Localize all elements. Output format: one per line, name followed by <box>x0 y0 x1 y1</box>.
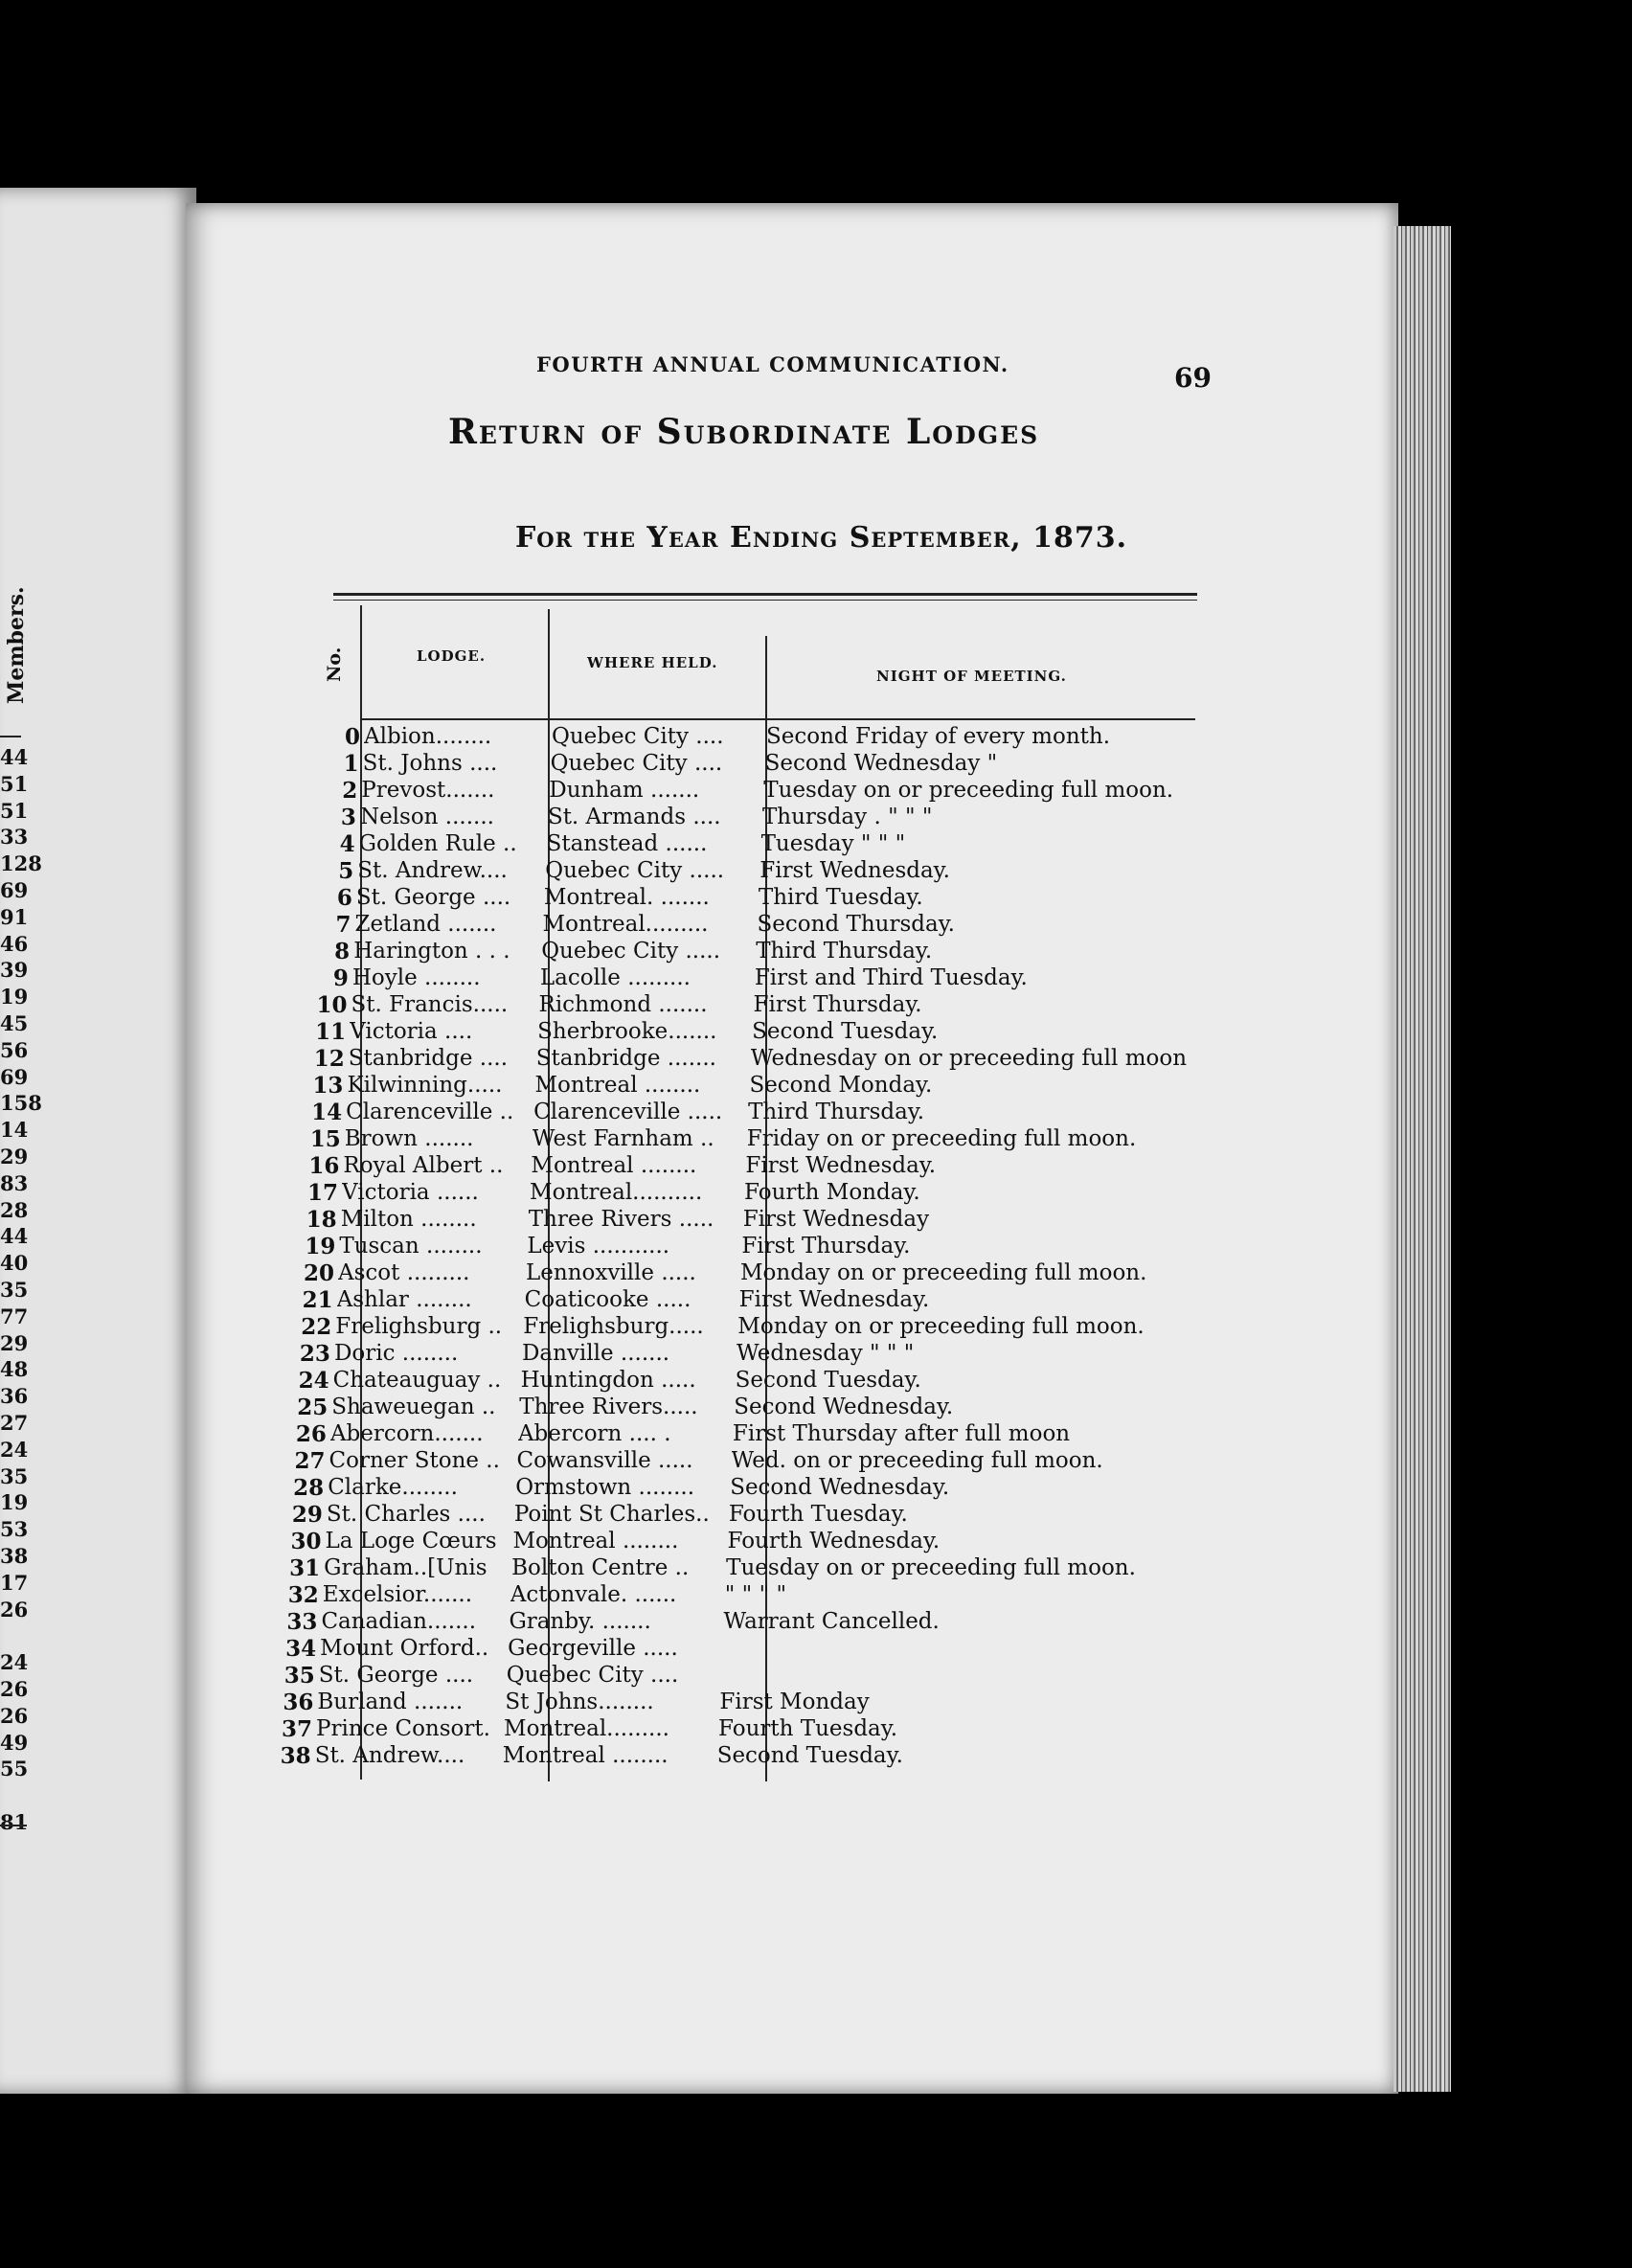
lodge-name: Stanbridge .... <box>348 1046 509 1071</box>
row-number: 35 <box>283 1663 315 1689</box>
lodge-name: Clarke........ <box>328 1475 458 1500</box>
row-number: 3 <box>340 805 356 830</box>
row-number: 20 <box>303 1260 334 1286</box>
row-number: 34 <box>285 1636 317 1662</box>
where-held: Quebec City ..... <box>541 939 721 964</box>
night-of-meeting: Wed. on or preceeding full moon. <box>731 1448 1103 1473</box>
row-number: 28 <box>293 1475 325 1501</box>
lodge-name: Albion........ <box>364 724 492 749</box>
night-of-meeting: Thursday . " " " <box>761 805 933 829</box>
header-rule <box>362 718 1195 720</box>
where-held: Quebec City ..... <box>545 858 725 883</box>
column-header-where-held: WHERE HELD. <box>587 654 718 671</box>
where-held: Lennoxville ..... <box>526 1260 696 1285</box>
night-of-meeting: First Monday <box>719 1690 870 1714</box>
night-of-meeting: Tuesday on or preceeding full moon. <box>726 1555 1136 1580</box>
facing-page-member-count: 35 <box>0 1278 29 1302</box>
lodge-name: St. Charles .... <box>326 1502 486 1527</box>
page-title: Return of Subordinate Lodges <box>448 412 1040 452</box>
night-of-meeting: Third Tuesday. <box>758 885 923 910</box>
where-held: Stanstead ...... <box>546 831 708 856</box>
row-number: 9 <box>332 965 349 991</box>
facing-page-member-count: 69 <box>0 878 29 902</box>
facing-page-member-count: 28 <box>0 1197 29 1222</box>
night-of-meeting: Friday on or preceeding full moon. <box>746 1126 1137 1151</box>
facing-page-member-count: 36 <box>0 1384 29 1409</box>
where-held: Coaticooke ..... <box>524 1287 691 1312</box>
where-held: Montreal......... <box>504 1716 669 1741</box>
night-of-meeting: Second Wednesday. <box>734 1395 954 1419</box>
lodge-name: Royal Albert .. <box>343 1153 504 1178</box>
lodge-name: La Loge Cœurs <box>325 1529 497 1554</box>
night-of-meeting: " " " " <box>724 1582 787 1607</box>
facing-page-member-count: 45 <box>0 1011 29 1035</box>
night-of-meeting: Warrant Cancelled. <box>723 1609 940 1634</box>
facing-page-member-count: 49 <box>0 1730 29 1755</box>
facing-page-member-count: 19 <box>0 1490 29 1515</box>
lodge-name: Prince Consort. <box>316 1716 490 1741</box>
row-number: 12 <box>313 1046 345 1072</box>
where-held: Abercorn .... . <box>517 1421 671 1446</box>
night-of-meeting: Third Thursday. <box>748 1100 925 1124</box>
facing-page-member-count: 44 <box>0 1224 29 1249</box>
facing-page-member-count: 35 <box>0 1463 29 1488</box>
column-header-night-of-meeting: NIGHT OF MEETING. <box>876 668 1067 685</box>
where-held: St Johns........ <box>505 1690 654 1714</box>
where-held: Montreal ........ <box>512 1529 679 1554</box>
facing-page-members-header: Members. <box>4 586 29 704</box>
lodge-name: Abercorn....... <box>329 1421 484 1446</box>
night-of-meeting: Fourth Monday. <box>744 1180 920 1205</box>
where-held: Montreal......... <box>542 912 709 937</box>
column-header-no: No. <box>324 646 345 682</box>
facing-page-total-rule <box>0 1825 27 1826</box>
page-edges <box>1394 226 1451 2092</box>
where-held: Quebec City .... <box>552 724 724 749</box>
night-of-meeting: First Thursday. <box>741 1234 911 1259</box>
night-of-meeting: Wednesday on or preceeding full moon <box>750 1046 1188 1071</box>
facing-page-member-count: 40 <box>0 1251 29 1276</box>
night-of-meeting: First Thursday. <box>753 992 922 1017</box>
where-held: West Farnham .. <box>532 1126 714 1151</box>
row-number: 6 <box>336 885 352 911</box>
facing-page-member-count: 51 <box>0 798 29 823</box>
row-number: 21 <box>302 1287 333 1313</box>
top-rule-thick <box>333 593 1197 596</box>
facing-page-member-count: 158 <box>0 1091 42 1116</box>
row-number: 32 <box>287 1582 319 1608</box>
facing-page-member-count: 81 <box>0 1810 29 1834</box>
facing-page-member-count: 14 <box>0 1118 29 1143</box>
facing-page-member-count: 17 <box>0 1570 29 1595</box>
where-held: Georgeville ..... <box>508 1636 678 1661</box>
where-held: Three Rivers..... <box>519 1395 698 1419</box>
row-number: 27 <box>294 1448 326 1474</box>
row-number: 24 <box>298 1368 329 1394</box>
row-number: 10 <box>316 992 348 1018</box>
row-number: 19 <box>305 1234 336 1259</box>
facing-page-member-count: 26 <box>0 1677 29 1701</box>
night-of-meeting: Tuesday on or preceeding full moon. <box>763 778 1174 803</box>
where-held: Huntingdon ..... <box>520 1368 696 1393</box>
night-of-meeting: Second Wednesday. <box>730 1475 950 1500</box>
facing-page-member-count: 69 <box>0 1064 29 1089</box>
night-of-meeting: First Wednesday. <box>738 1287 930 1312</box>
running-head: FOURTH ANNUAL COMMUNICATION. <box>536 352 1009 376</box>
night-of-meeting: First and Third Tuesday. <box>754 965 1028 990</box>
facing-page-member-count: 56 <box>0 1037 29 1062</box>
facing-page-header-rule <box>0 736 21 737</box>
night-of-meeting: Tuesday " " " <box>760 831 906 856</box>
row-number: 13 <box>312 1073 344 1099</box>
night-of-meeting: Fourth Wednesday. <box>727 1529 941 1554</box>
night-of-meeting: Wednesday " " " <box>736 1341 915 1366</box>
lodge-name: Tuscan ........ <box>339 1234 483 1259</box>
night-of-meeting: Second Tuesday. <box>752 1019 939 1044</box>
facing-page-member-count: 77 <box>0 1304 29 1328</box>
night-of-meeting: Second Thursday. <box>757 912 955 937</box>
lodge-name: Ashlar ........ <box>336 1287 472 1312</box>
where-held: Montreal ........ <box>502 1743 669 1768</box>
row-number: 7 <box>335 912 351 938</box>
lodge-name: Doric ........ <box>333 1341 459 1366</box>
row-number: 38 <box>280 1743 311 1769</box>
night-of-meeting: Second Tuesday. <box>716 1743 903 1768</box>
where-held: Granby. ....... <box>509 1609 651 1634</box>
lodge-name: St. Andrew.... <box>357 858 508 883</box>
lodge-name: Shaweuegan .. <box>331 1395 496 1419</box>
lodge-name: Kilwinning..... <box>347 1073 503 1098</box>
where-held: Danville ....... <box>521 1341 670 1366</box>
lodge-name: Victoria ...... <box>342 1180 479 1205</box>
night-of-meeting: First Thursday after full moon <box>732 1421 1071 1446</box>
where-held: Ormstown ........ <box>515 1475 695 1500</box>
row-number: 25 <box>297 1395 329 1420</box>
where-held: Montreal. ....... <box>543 885 710 910</box>
lodge-name: Victoria .... <box>350 1019 473 1044</box>
facing-page-member-count: 53 <box>0 1517 29 1542</box>
facing-page-member-count: 24 <box>0 1650 29 1675</box>
night-of-meeting: Second Monday. <box>749 1073 933 1098</box>
facing-page-member-count: 39 <box>0 958 29 983</box>
facing-page-member-count: 46 <box>0 931 29 956</box>
where-held: St. Armands .... <box>547 805 721 829</box>
night-of-meeting: Second Wednesday " <box>764 751 998 776</box>
facing-page-member-count: 38 <box>0 1544 29 1568</box>
row-number: 18 <box>306 1207 337 1233</box>
night-of-meeting: First Wednesday. <box>759 858 950 883</box>
row-number: 15 <box>309 1126 341 1152</box>
row-number: 8 <box>334 939 351 964</box>
facing-page-member-count: 29 <box>0 1145 29 1168</box>
lodge-name: St. George .... <box>318 1663 474 1688</box>
lodge-name: Chateauguay .. <box>332 1368 502 1393</box>
row-number: 11 <box>315 1019 347 1045</box>
facing-page-member-count: 44 <box>0 745 29 769</box>
lodge-name: St. Francis..... <box>351 992 509 1017</box>
row-number: 16 <box>308 1153 340 1179</box>
where-held: Montreal ........ <box>531 1153 697 1178</box>
facing-page-member-count: 24 <box>0 1437 29 1462</box>
night-of-meeting: Fourth Tuesday. <box>728 1502 908 1527</box>
where-held: Levis ........... <box>527 1234 670 1259</box>
night-of-meeting: Fourth Tuesday. <box>718 1716 898 1741</box>
night-of-meeting: Second Tuesday. <box>735 1368 921 1393</box>
facing-page-member-count: 26 <box>0 1597 29 1622</box>
facing-page-member-count: 27 <box>0 1411 29 1435</box>
lodge-name: Excelsior....... <box>322 1582 473 1607</box>
column-header-lodge: LODGE. <box>417 647 487 665</box>
lodge-name: St. Andrew.... <box>314 1743 465 1768</box>
row-number: 0 <box>344 724 360 750</box>
row-number: 36 <box>283 1690 314 1715</box>
facing-page-member-count: 19 <box>0 985 29 1009</box>
lodge-name: Prevost....... <box>361 778 495 803</box>
row-number: 31 <box>289 1555 321 1581</box>
lodge-name: Brown ....... <box>344 1126 474 1151</box>
where-held: Sherbrooke....... <box>537 1019 717 1044</box>
where-held: Cowansville ..... <box>516 1448 693 1473</box>
lodge-name: Canadian....... <box>321 1609 477 1634</box>
facing-page-member-count: 55 <box>0 1757 29 1781</box>
row-number: 17 <box>307 1180 339 1206</box>
row-number: 4 <box>339 831 355 857</box>
row-number: 26 <box>295 1421 327 1447</box>
where-held: Frelighsburg..... <box>523 1314 704 1339</box>
top-rule-thin <box>333 600 1197 601</box>
where-held: Dunham ....... <box>549 778 700 803</box>
row-number: 5 <box>338 858 354 884</box>
night-of-meeting: First Wednesday. <box>745 1153 937 1178</box>
facing-page-member-count: 29 <box>0 1330 29 1355</box>
where-held: Bolton Centre .. <box>511 1555 690 1580</box>
where-held: Quebec City .... <box>550 751 723 776</box>
where-held: Point St Charles.. <box>513 1502 710 1527</box>
row-number: 1 <box>343 751 359 777</box>
night-of-meeting: Third Thursday. <box>756 939 933 964</box>
lodge-name: St. George .... <box>355 885 511 910</box>
where-held: Clarenceville ..... <box>533 1100 723 1124</box>
row-number: 37 <box>282 1716 313 1742</box>
row-number: 29 <box>291 1502 323 1528</box>
lodge-name: Golden Rule .. <box>358 831 517 856</box>
row-number: 2 <box>342 778 358 804</box>
lodge-name: Clarenceville .. <box>346 1100 514 1124</box>
lodge-name: Graham..[Unis <box>324 1555 487 1580</box>
where-held: Montreal ........ <box>534 1073 701 1098</box>
facing-page-member-count: 26 <box>0 1703 29 1728</box>
lodge-name: Harington . . . <box>353 939 510 964</box>
lodge-name: Hoyle ........ <box>351 965 481 990</box>
night-of-meeting: Monday on or preceeding full moon. <box>737 1314 1145 1339</box>
lodge-name: St. Johns .... <box>362 751 498 776</box>
page-number: 69 <box>1174 362 1212 394</box>
facing-page-fragment <box>0 188 196 2094</box>
night-of-meeting: Second Friday of every month. <box>766 724 1111 749</box>
row-number: 33 <box>286 1609 318 1635</box>
lodge-name: Corner Stone .. <box>329 1448 500 1473</box>
lodge-name: Nelson ....... <box>359 805 494 829</box>
lodge-name: Frelighsburg .. <box>335 1314 503 1339</box>
facing-page-member-count: 91 <box>0 904 29 929</box>
where-held: Lacolle ......... <box>539 965 691 990</box>
where-held: Montreal.......... <box>530 1180 703 1205</box>
facing-page-member-count: 48 <box>0 1357 29 1382</box>
facing-page-member-count: 83 <box>0 1170 29 1195</box>
facing-page-member-count: 51 <box>0 771 29 796</box>
where-held: Stanbridge ....... <box>535 1046 716 1071</box>
lodge-name: Milton ........ <box>340 1207 477 1232</box>
lodge-name: Zetland ....... <box>354 912 497 937</box>
where-held: Quebec City .... <box>506 1663 679 1688</box>
lodge-name: Ascot ......... <box>338 1260 470 1285</box>
row-number: 30 <box>290 1529 322 1554</box>
night-of-meeting: First Wednesday <box>742 1207 930 1232</box>
where-held: Richmond ....... <box>538 992 708 1017</box>
where-held: Actonvale. ...... <box>510 1582 677 1607</box>
where-held: Three Rivers ..... <box>528 1207 714 1232</box>
page-subtitle: For the Year Ending September, 1873. <box>515 521 1128 555</box>
night-of-meeting: Monday on or preceeding full moon. <box>740 1260 1147 1285</box>
facing-page-member-count: 128 <box>0 851 42 876</box>
facing-page-member-count: 33 <box>0 825 29 850</box>
row-number: 22 <box>301 1314 332 1340</box>
row-number: 23 <box>299 1341 330 1367</box>
row-number: 14 <box>311 1100 343 1125</box>
lodge-name: Burland ....... <box>317 1690 464 1714</box>
lodge-name: Mount Orford.. <box>320 1636 489 1661</box>
